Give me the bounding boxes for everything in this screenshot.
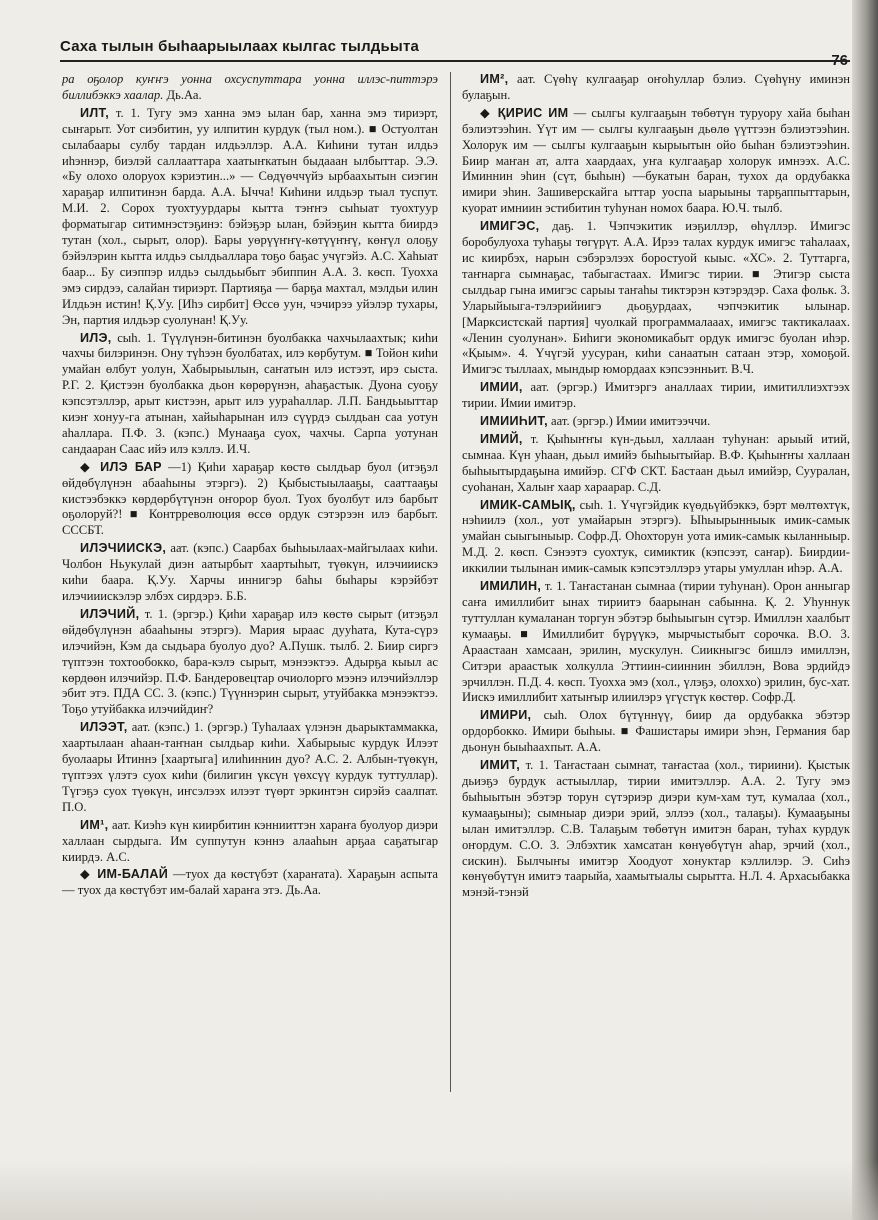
entry-headword: ИМ², xyxy=(480,72,509,86)
entry-headword: ИМИГЭС, xyxy=(480,219,540,234)
entry-definition: т. 1. Тугу эмэ ханна эмэ ылан бар, ханна эмэ тириэрт, сыҥарыт. Уот сиэбитин, уу илпитин курдук (тыл ном.). ■ Остуолтан сылабаары сулбу тардан илдьэллэр. А.А. Киһини тутан илдьэ иһэннэр, биэлэй саллааттара хаатыҥкатын быдааан ылбыттар. Э.Э. «Бу олохо олоруох кэриэтин...» — Сөдүөччүйэ ырбаахытын сиэгин хараҕар илпитинэн барда. А.А. Ычча! Киһини илдьэр тыал туспут. М.И. 2. Сорох туохтуурдары кытта тэҥҥэ сыһыат туохтуур форматыгар ситимнэстэҕинэ: бэйэҕэр ылан, бэйэҕин кытта биирдэ тутан (хол., сырыт, олор). Бары уөрүүҥҥү-көтүүҥҥү, көҥүл олоҕу бэйэлэрин кытта илдьэ сылдьаллара тоҕо баҕас учүгэйэ. А.С. Хаһыат баар... Бу сиэппэр илдьэ сылдьыбыт эбиппин А.А. 3. көсп. Туохха эмэ сирдээ, салайан тириэрт. Партияҕа — барҕа махтал, мэлдьи илин Илдьэн истин! Қ.Уу. [Иһэ сирбит] Өссө уун, чэчирээ уйэлэр тухары, Эн, партия илдьэр суолунан! Қ.Уу. xyxy=(62,105,438,327)
entry-definition: аат. Сүөһү кулгааҕар оҥоһуллар бэлиэ. Сүөһүну иминэн булаҕын. xyxy=(462,72,850,102)
dictionary-entry xyxy=(462,219,850,378)
left-column xyxy=(62,72,438,901)
entry-definition: —1) Қиһи хараҕар көстө сылдьар буол (итэҕэл өйдөбүлүнэн абааһыны этэргэ). 2) Қыбыстыылааҕы, сааттааҕы кистээбэккэ көрдөрбүтүнэн оҥорор буол. Туох буолбут илэ барбыт оҕолоруй?! ■ Контрреволюция өссө ордук сэтэрээн илэ барбыт. СССБТ. xyxy=(62,459,438,538)
dictionary-entry xyxy=(462,498,850,578)
entry-headword: ИМИРИ, xyxy=(480,708,532,723)
entry-definition: аат. Киэһэ күн киирбитин кэннииттэн хараҥа буолуор диэри халлаан сырдыга. Им суппутун кэннэ алааһын арҕаа саҕатыгар киирдэ. А.С. xyxy=(62,817,438,864)
entry-headword: ИЛЭЧИИСКЭ, xyxy=(80,541,167,556)
entry-headword: ИЛЭ, xyxy=(80,330,112,345)
dictionary-entry xyxy=(462,708,850,756)
entry-headword: ◆ ҚИРИС ИМ xyxy=(480,105,569,120)
entry-definition: даҕ. 1. Чэпчэкитик иэҕиллэр, өһүллэр. Имигэс боробулуоха туһаҕы төгүрүт. А.А. Ирээ талах курдук имигэс таһалаах, ис киирбэх, нарын сэбэрэлээх боростуой кыыс. «ХС». 2. Туттарга, таҥнарга сымнаҕас, табыгастаах. Имигэс тирии. ■ Этигэр сыста сылдьар гына имигэс сарыы таҥаһы тиктэрэн кэтэрэдэр. Саха фольк. 3. Уларыйыыга-тэлэрийиигэ дьоҕурдаах, чэпчэкитик ылынар. [Марксистскай партия] чуолкай программалааах, имигэс тактикалаах. «Ленин суолунан». Биһиги экономикабыт ордук имигэс буолан иһэр. «Қыым». 4. Үчүгэй уусуран, киһи санаатын сатаан этэр, хомоҕой. Имигэс тыллаах, мындыр юмордаах кэпсээнньит. В.Ч. xyxy=(462,219,850,377)
dictionary-entry xyxy=(62,106,438,329)
dictionary-entry xyxy=(62,460,438,540)
running-header xyxy=(60,38,850,69)
entry-definition: т. 1. Таҥастаан сымнат, таҥастаа (хол., тириини). Қыстык дьиэҕэ бурдук астыыллар, тирии имитэллэр. А.А. 2. Тугу эмэ быһыытын эбэтэр торун сүтэриэр диэри кум-хам тут, кумалаа (хол., кумааҕыны); сымныар диэри эрий, эллээ (хол., талаҕы). Кумааҕыны ылан имитэллэр. С.В. Талаҕым төбөтүн имитэн баран, туһах курдук оҥордум. С.О. 3. Элбэхтик хамсатан көнүөбүтүн аһар, эрчий (хол., сискин). Былчыҥы имитэр Хоодуот хонуктар кэллилэр. Э. Сиһэ көнүөбүтүн имитэ таарыйа, хаамытыалы сырытта. Н.Л. 4. Архасыбакка мэнэй-тэнэй xyxy=(462,758,850,900)
dictionary-entry xyxy=(462,579,850,706)
column-divider xyxy=(450,72,451,1092)
dictionary-entry xyxy=(62,331,438,458)
entry-headword: ИЛЭЭТ, xyxy=(80,720,128,735)
entry-definition: — сылгы кулгааҕын төбөтүн туруору хайа быһан бэлиэтээһин. Үүт им — сылгы кулгааҕын дьөлө үүттээн бэлиэтээһин. Холорук им — сылгы кулгааҕын кырыытын ойо быһан бэлиэтээһин. Биир маҥан ат, алта хаардаах, уҥа кулгааҕар холорук имнээх. А.С. Иминнин эһин (сүт, быһын) —букатын баран, тухох да ордубакка имири эһин. Зашиверскайга ыттар уоспа ыарыыны тарҕаппыттарын, куорат имниин эстибитин туһунан номох баара. Ю.Ч. тылб. xyxy=(462,105,850,216)
entry-definition: т. 1. Таҥастанан сымнаа (тирии туһунан). Орон анныгар саҥа имиллибит ынах тириитэ баарынан сабынна. Қ. 2. Уһуннук туттуллан кумаланан торгун эбэтэр быһыыгын сүтэр. Имиллэн хаалбыт кумааҕы. ■ Имиллибит бүрүүкэ, мырчыстыбыт сорочка. В.О. 3. Араастаан хамсаан, эрилин, мускулун. Сиикныгэс бишлэ имиллэн, Ситэри араастык холкулла Эттиин-сииннин эбиллэн, Вова эрдийдэ эрчиллэн. П.Д. 4. көсп. Туохха эмэ (хол., үлэҕэ, олоххо) эрилин, бус-хат. Иискэ имиллибит хатыҥыр илиилэрэ үгүстүк көстөр. Софр.Д. xyxy=(462,579,850,705)
entry-definition: сыһ. Олох бүтүннүү, биир да ордубакка эбэтэр ордорбокко. Имири быһыы. ■ Фашистары имири эһэн, Германия бар дьонун быыһаахпыт. А.А. xyxy=(462,708,850,755)
dictionary-entry xyxy=(462,414,850,430)
entry-definition: сыһ. 1. Үчүгэйдик күөдьүйбэккэ, бэрт мөлтөхтүк, нэһиилэ (хол., уот умайарын этэргэ). Ыһыырынныык имик-самык умайан сыыгыныыр. Софр.Д. Оһохторун уота имик-самык кыланныыр. М.Д. 2. көсп. Сэнээтэ суохтук, симиктик (кэпсээт, саҥар). Биирдии-иккилии тылынан имик-самык кэпсэтэллэрэ утары умуллан иһэр. А.А. xyxy=(462,497,850,576)
page-number: 76 xyxy=(831,52,848,69)
dictionary-entry xyxy=(62,607,438,718)
dictionary-entry xyxy=(62,72,438,104)
page-edge-shadow xyxy=(852,0,878,1220)
entry-definition: аат. (кэпс.) 1. (эргэр.) Туһалаах үлэнэн дьарыктаммакка, хаартылаан аһаан-таҥнан сылдьар киһи. Хабырыыс курдук Илээт буолаары Итиннэ [хаартыга] илиһиннин дуо? А.С. 2. Албын-түөкүн, түптээх үлэтэ суох киһи (билигин үксүн үөхсүү курдук туттуллар). Түгэҕэ суох түөкүн, иҥсэлээх илээт түөрт эркинтэн сирэйэ саалпат. П.О. xyxy=(62,720,438,814)
dictionary-entry xyxy=(62,818,438,866)
right-column xyxy=(462,72,850,903)
entry-example: ра оҕолор куҥҥэ уонна охсуспуттара уонна иллэс-питтэрэ биллибэккэ хаалар. xyxy=(62,72,438,102)
entry-definition: т. Қыһыҥҥы күн-дьыл, халлаан туһунан: арыый итий, сымнаа. Күн уһаан, дьыл имийэ быһыытыйар. В.Ф. Қыһыҥҥы халлаан быһыытырдаҕына имийэр. СГФ СКТ. Бастаан дьыл имийэр, Сууралан, суоһанан, Халыҥ хаар хараарар. С.Д. xyxy=(462,431,850,494)
entry-definition: аат. (кэпс.) Саарбах быһыылаах-майгылаах киһи. Чолбон Ньукулай диэн аатырбыт хаартыһыт, түөкүн, илэчииискэ киһи баара. Қ.Уу. Харчы иннигэр баһы быһары кэрэйбэт илэчииискэлэр элбэх сирдэрэ. Б.Б. xyxy=(62,541,438,603)
header-rule xyxy=(60,60,850,62)
entry-headword: ИЛЭЧИЙ, xyxy=(80,606,140,621)
dictionary-entry xyxy=(462,380,850,412)
entry-headword: ИМИЙ, xyxy=(480,431,523,446)
entry-definition: аат. (эргэр.) Имии имитээччи. xyxy=(547,414,711,429)
entry-definition: —туох да көстүбэт (хараҥата). Хараҕын аспыта — туох да көстүбэт им-балай хараҥа этэ. Дь.Аа. xyxy=(62,867,439,898)
header-title: Саха тылын быһаарыылаах кылгас тылдьыта xyxy=(60,38,420,55)
dictionary-entry xyxy=(462,106,850,217)
entry-definition: сыһ. 1. Түүлүнэн-битинэн буолбакка чахчылаахтык; киһи чахчы билэринэн. Ону түһээн буолбатах, илэ көрбутум. ■ Тойон киһи умайан өлбут уолун, Хабырыылын, саҥатын илэ истээт, ирэ сыста. Р.Г. 2. Қистээн буолбакка дьон көрөрүнэн, аһаҕастык. Дуона суоҕу кэпсэтэллэр, арыт кистээн, арыт илэ уураһаллар. Л.П. Бандьыыттар киэҥ хонуу-га атынан, хайыһарынан илэ сүүрдэ сылдьан саа уотун аһаллара. П.Ф. 3. (кэпс.) Мунааҕа суох, чахчы. Сарпа уотунан сандааран Саас ийэ илэ кэллэ. И.Ч. xyxy=(62,330,438,456)
entry-source: Дь.Аа. xyxy=(163,87,202,102)
entry-definition: аат. (эргэр.) Имитэргэ аналлаах тирии, имитиллиэхтээх тирии. Имии имитэр. xyxy=(462,380,850,411)
entry-headword: ◆ ИЛЭ БАР xyxy=(80,459,162,474)
dictionary-entry xyxy=(62,720,438,815)
page-bottom-shadow xyxy=(0,1160,878,1220)
entry-headword: ◆ ИМ-БАЛАЙ xyxy=(80,867,169,882)
dictionary-entry xyxy=(62,867,438,899)
entry-headword: ИМИК-САМЫҚ, xyxy=(480,497,576,512)
entry-headword: ИМИИҺИТ, xyxy=(480,414,548,429)
entry-headword: ИМИТ, xyxy=(480,758,521,773)
entry-definition: т. 1. (эргэр.) Қиһи хараҕар илэ көстө сырыт (итэҕэл өйдөбүлүнэн абааһыны этэргэ). Мария ыраас дууһата, Кута-сүрэ илэчийэн, Кэм да сыдьара буолуо дуо? А.Пушк. тылб. 2. Биир сиргэ түптээн тохтообокко, бара-кэлэ сырыт, мэнээктээ. Адырҕа кыыл ас көрдөөн илэчийэр. П.Ф. Бандеровецтар очиолорго мээнэ илэчийэллэр эбит этэ. ПДА СС. 3. (кэпс.) Түүннэрин сырыт, утуйбакка мэнээктээ. Тоҕо утуйбакка илэчийдиҥ? xyxy=(62,606,438,717)
entry-headword: ИМИЛИН, xyxy=(480,579,542,594)
entry-headword: ИМИИ, xyxy=(480,380,523,395)
entry-headword: ИЛТ, xyxy=(80,105,110,120)
dictionary-entry xyxy=(462,758,850,901)
dictionary-entry xyxy=(462,72,850,104)
dictionary-entry xyxy=(462,432,850,496)
dictionary-entry xyxy=(62,541,438,605)
entry-headword: ИМ¹, xyxy=(80,817,109,832)
